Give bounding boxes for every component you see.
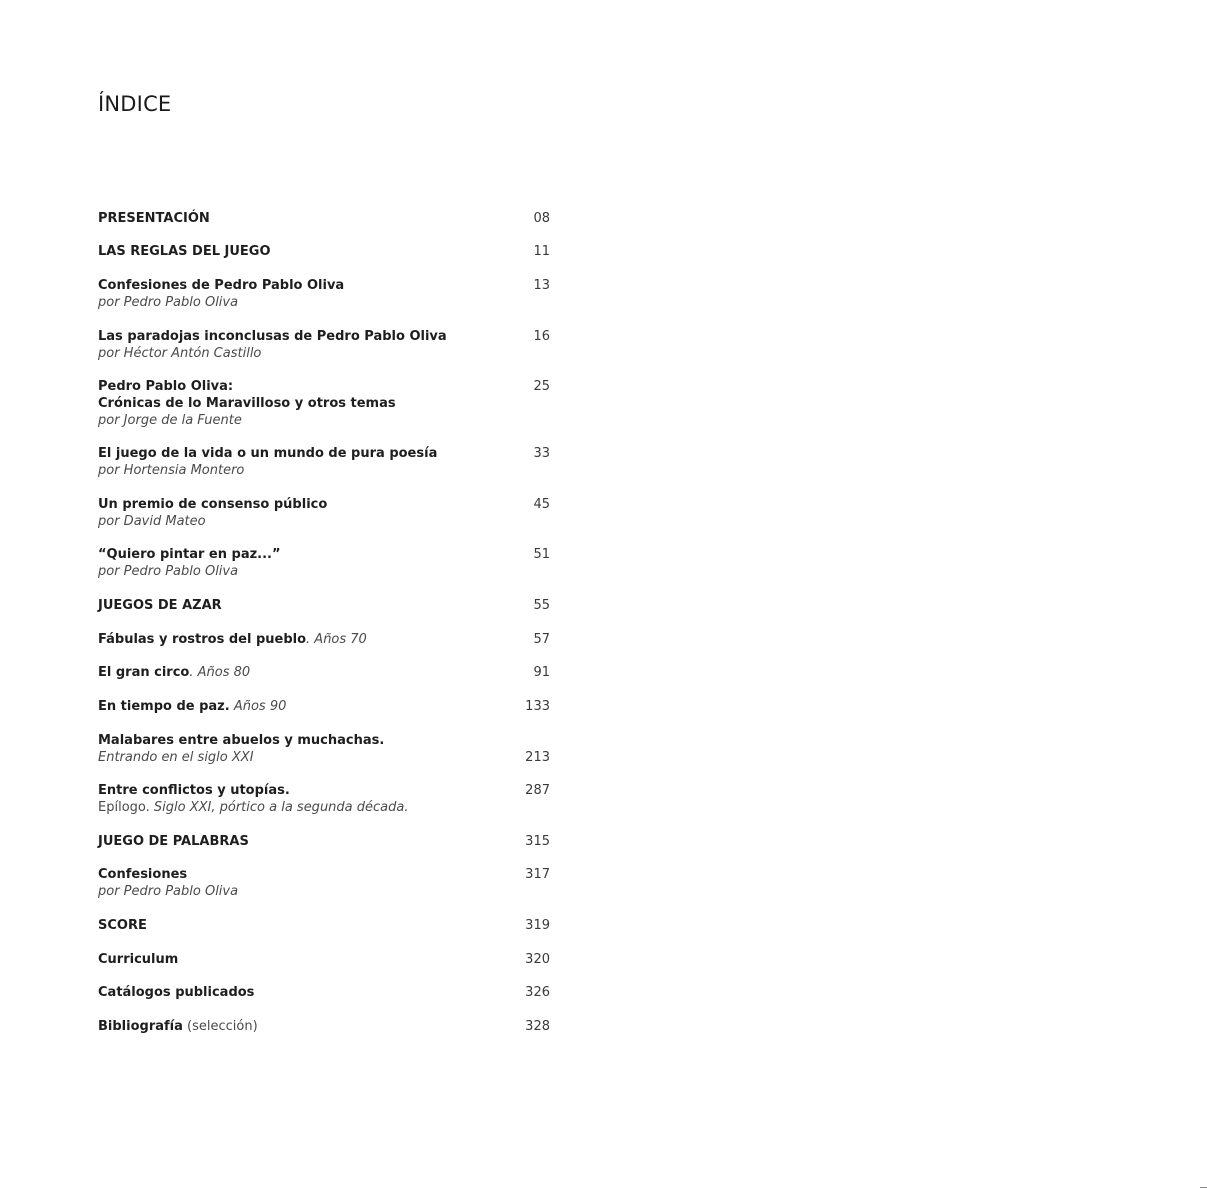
entry-title: Malabares entre abuelos y muchachas. <box>98 733 385 748</box>
entry-title: JUEGO DE PALABRAS <box>98 834 249 849</box>
toc-entry-presentacion[interactable] <box>98 210 550 227</box>
toc-entry-catalogos[interactable] <box>98 984 550 1001</box>
page-title: ÍNDICE <box>98 92 172 116</box>
entry-page: 213 <box>525 750 550 765</box>
entry-title-line2: Crónicas de lo Maravilloso y otros temas <box>98 396 396 411</box>
entry-page: 326 <box>525 985 550 1000</box>
entry-title: Bibliografía <box>98 1019 183 1034</box>
entry-title: Pedro Pablo Oliva: <box>98 379 234 394</box>
entry-title: LAS REGLAS DEL JUEGO <box>98 244 271 259</box>
entry-period: . Años 70 <box>306 632 367 647</box>
entry-page: 287 <box>525 783 550 798</box>
toc-entry-juego-de-palabras[interactable] <box>98 833 550 850</box>
entry-author: por Jorge de la Fuente <box>98 413 242 428</box>
toc-entry-tiempo-de-paz[interactable] <box>98 698 550 715</box>
toc-entry-conflictos[interactable] <box>98 782 550 816</box>
entry-page: 57 <box>533 632 550 647</box>
entry-title: PRESENTACIÓN <box>98 211 210 226</box>
entry-page: 45 <box>533 497 550 512</box>
toc-entry-bibliografia[interactable] <box>98 1018 550 1035</box>
entry-subtitle: Entrando en el siglo XXI <box>98 750 254 765</box>
entry-title: Confesiones <box>98 867 188 882</box>
entry-title: “Quiero pintar en paz...” <box>98 547 281 562</box>
entry-author: por Pedro Pablo Oliva <box>98 564 239 579</box>
toc-entry-reglas-del-juego[interactable] <box>98 243 550 260</box>
toc-entry-malabares[interactable] <box>98 732 550 766</box>
entry-page: 328 <box>525 1019 550 1034</box>
entry-period: Años 90 <box>229 699 287 714</box>
entry-author: por David Mateo <box>98 514 206 529</box>
toc-entry-curriculum[interactable] <box>98 951 550 968</box>
entry-title: Fábulas y rostros del pueblo <box>98 632 307 647</box>
entry-subtitle: Siglo XXI, pórtico a la segunda década. <box>153 800 409 815</box>
entry-page: 91 <box>533 665 550 680</box>
toc-entry-cronicas[interactable] <box>98 378 550 429</box>
entry-page: 51 <box>533 547 550 562</box>
entry-title: Confesiones de Pedro Pablo Oliva <box>98 278 345 293</box>
toc-entry-confesiones-oliva[interactable] <box>98 277 550 311</box>
entry-title: El gran circo <box>98 665 190 680</box>
entry-title: El juego de la vida o un mundo de pura poesía <box>98 446 438 461</box>
entry-title: SCORE <box>98 918 147 933</box>
toc-entry-juego-de-la-vida[interactable] <box>98 445 550 479</box>
entry-page: 16 <box>533 329 550 344</box>
entry-period: . Años 80 <box>189 665 251 680</box>
entry-title: JUEGOS DE AZAR <box>98 598 222 613</box>
entry-author: por Hortensia Montero <box>98 463 245 478</box>
toc-entry-quiero-pintar[interactable] <box>98 546 550 580</box>
entry-title: Entre conflictos y utopías. <box>98 783 290 798</box>
entry-author: por Héctor Antón Castillo <box>98 346 262 361</box>
entry-title: Un premio de consenso público <box>98 497 328 512</box>
entry-author: por Pedro Pablo Oliva <box>98 884 239 899</box>
entry-author: por Pedro Pablo Oliva <box>98 295 239 310</box>
toc-entry-premio[interactable] <box>98 496 550 530</box>
entry-page: 55 <box>533 598 550 613</box>
entry-title: En tiempo de paz. <box>98 699 230 714</box>
entry-page: 319 <box>525 918 550 933</box>
entry-sub-prefix: Epílogo. <box>98 800 154 815</box>
entry-page: 320 <box>525 952 550 967</box>
entry-page: 08 <box>533 211 550 226</box>
entry-page: 315 <box>525 834 550 849</box>
corner-mark <box>1200 1187 1207 1188</box>
entry-title: Catálogos publicados <box>98 985 255 1000</box>
entry-title: Las paradojas inconclusas de Pedro Pablo Oliva <box>98 329 447 344</box>
entry-page: 11 <box>533 244 550 259</box>
entry-title: Curriculum <box>98 952 179 967</box>
toc-entry-confesiones[interactable] <box>98 866 550 900</box>
entry-page: 133 <box>525 699 550 714</box>
toc-entry-juegos-de-azar[interactable] <box>98 597 550 614</box>
entry-page: 33 <box>533 446 550 461</box>
entry-page: 317 <box>525 867 550 882</box>
toc-entry-gran-circo[interactable] <box>98 664 550 681</box>
entry-page: 13 <box>533 278 550 293</box>
toc-entry-paradojas[interactable] <box>98 328 550 362</box>
entry-note: (selección) <box>182 1019 258 1034</box>
entry-page: 25 <box>533 379 550 394</box>
toc-entry-score[interactable] <box>98 917 550 934</box>
toc-entry-fabulas[interactable] <box>98 631 550 648</box>
